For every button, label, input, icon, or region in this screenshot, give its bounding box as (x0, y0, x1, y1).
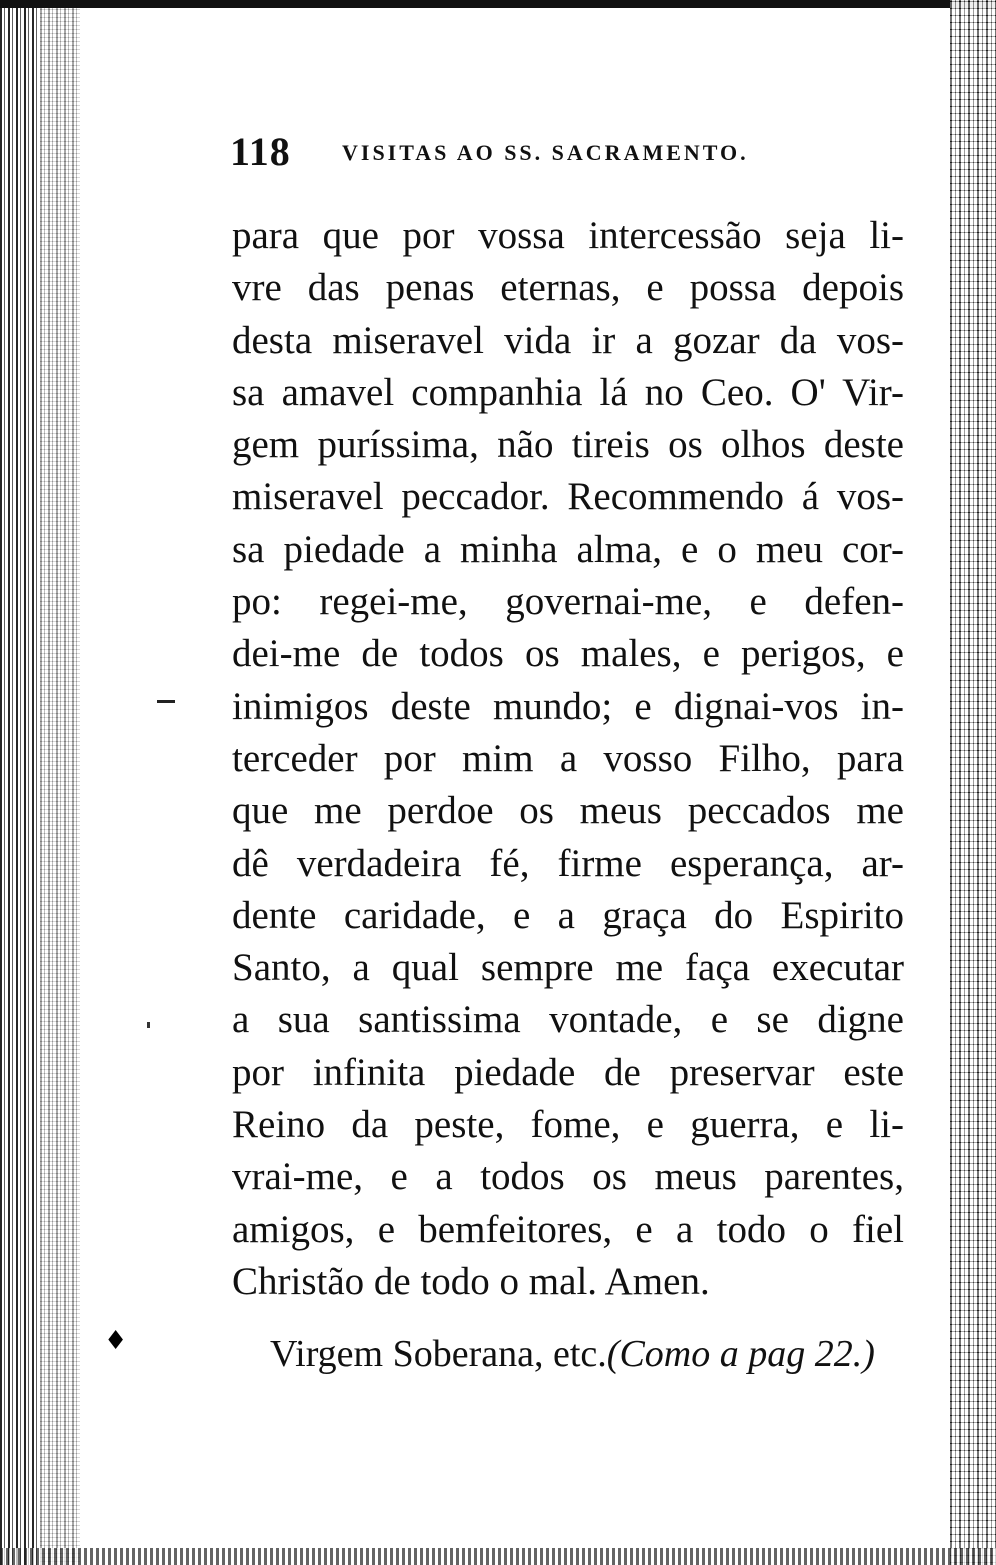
page-number: 118 (230, 129, 291, 174)
top-edge (0, 0, 996, 8)
page-header (230, 128, 910, 172)
margin-dot (147, 1022, 150, 1028)
text-line: sa amavel companhia lá no Ceo. O' Vir- (232, 370, 904, 414)
text-line: Santo, a qual sempre me faça executar (232, 946, 904, 990)
text-line: inimigos deste mundo; e dignai-vos in- (232, 684, 904, 728)
binding-shadow (40, 0, 80, 1565)
page-edge-texture (950, 0, 996, 1565)
text-line: para que por vossa intercessão seja li- (232, 214, 904, 257)
margin-dash (157, 700, 175, 703)
text-line: dei-me de todos os males, e perigos, e (232, 632, 904, 676)
text-line: que me perdoe os meus peccados me (232, 789, 904, 833)
body-text (232, 210, 904, 1308)
closing-line (270, 1332, 910, 1376)
closing-reference: (Como a pag 22.) (606, 1333, 875, 1375)
text-line: sa piedade a minha alma, e o meu cor- (232, 527, 904, 571)
text-line: po: regei-me, governai-me, e defen- (232, 580, 904, 624)
text-line: a sua santissima vontade, e se digne (232, 998, 904, 1042)
text-line: miseravel peccador. Recommendo á vos- (232, 475, 904, 519)
bullet-mark: ♦ (104, 1326, 128, 1356)
text-line: Reino da peste, fome, e guerra, e li- (232, 1103, 904, 1147)
text-line: gem puríssima, não tireis os olhos deste (232, 423, 904, 467)
text-line: dente caridade, e a graça do Espirito (232, 893, 904, 937)
text-line: vrai-me, e a todos os meus parentes, (232, 1155, 904, 1199)
text-line: Christão de todo o mal. Amen. (232, 1259, 710, 1303)
text-line: terceder por mim a vosso Filho, para (232, 736, 904, 780)
closing-text: Virgem Soberana, etc. (270, 1333, 607, 1375)
running-head: VISITAS AO SS. SACRAMENTO. (342, 140, 749, 165)
bottom-edge (0, 1548, 996, 1565)
text-line: dê verdadeira fé, firme esperança, ar- (232, 841, 904, 885)
text-line: vre das penas eternas, e possa depois (232, 266, 904, 310)
text-line: amigos, e bemfeitores, e a todo o fiel (232, 1207, 904, 1251)
text-line: desta miseravel vida ir a gozar da vos- (232, 318, 904, 362)
text-line: por infinita piedade de preservar este (232, 1050, 904, 1094)
